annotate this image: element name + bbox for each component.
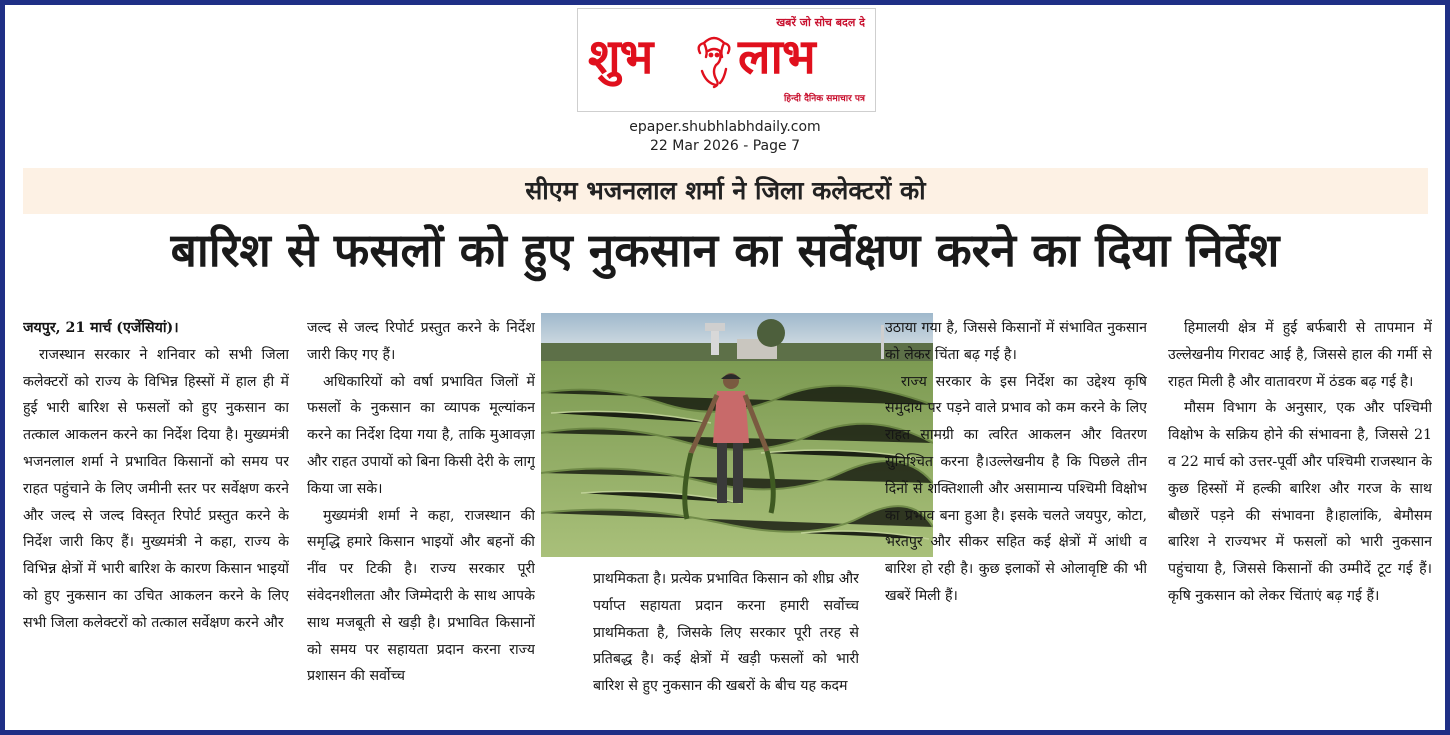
article-paragraph: मौसम विभाग के अनुसार, एक और पश्चिमी विक्षोभ के सक्रिय होने की संभावना है, जिससे 21 व 22 मार्च को उत्तर-पूर्वी और पश्चिमी राजस्थान के कुछ हिस्सों में हल्की बारिश और गरज के साथ बौछारें पड़ने की संभावना है।हालांकि, बेमौसम बारिश ने राज्यभर में फसलों को भारी नुकसान पहुंचाया है, जिससे किसानों की उम्मीदें टूट गई हैं। कृषि नुकसान को लेकर चिंताएं बढ़ गई हैं।: [1168, 400, 1432, 604]
article-column-1: [23, 315, 289, 720]
article-paragraph: राजस्थान सरकार ने शनिवार को सभी जिला कलेक्टरों को राज्य के विभिन्न हिस्सों में हाल ही में हुई भारी बारिश से फसलों को हुए नुकसान का तत्काल आकलन करने का निर्देश दिया है। मुख्यमंत्री भजनलाल शर्मा ने प्रभावित किसानों को समय पर राहत पहुंचाने के लिए जमीनी स्तर पर सर्वेक्षण करने और जल्द से जल्द विस्तृत रिपोर्ट प्रस्तुत करने के निर्देश जारी किए हैं। मुख्यमंत्री ने कहा, राज्य के विभिन्न क्षेत्रों में भारी बारिश के कारण किसान भाइयों को हुए नुकसान का उचित आकलन करने के लिए सभी जिला कलेक्टरों को तत्काल सर्वेक्षण करने और: [23, 346, 289, 631]
article-column-5: [1168, 315, 1432, 720]
article-kicker: सीएम भजनलाल शर्मा ने जिला कलेक्टरों को: [525, 176, 926, 205]
article-headline: बारिश से फसलों को हुए नुकसान का सर्वेक्षण करने का दिया निर्देश: [170, 223, 1280, 277]
article-paragraph: मुख्यमंत्री शर्मा ने कहा, राजस्थान की समृद्धि हमारे किसान भाइयों और बहनों की नींव पर टिकी है। राज्य सरकार पूरी संवेदनशीलता और जिम्मेदारी के साथ आपके साथ मजबूती से खड़ी है। प्रभावित किसानों को समय पर सहायता प्रदान करना राज्य प्रशासन की सर्वोच्च: [307, 507, 535, 685]
logo-text-right: लाभ: [738, 29, 815, 85]
masthead-logo[interactable]: [577, 8, 876, 112]
article-paragraph: हिमालयी क्षेत्र में हुई बर्फबारी से तापमान में उल्लेखनीय गिरावट आई है, जिससे हाल की गर्मी से राहत मिली है और वातावरण में ठंडक बढ़ गई है।: [1168, 320, 1432, 390]
edition-date-page: 22 Mar 2026 - Page 7: [650, 138, 800, 154]
newspaper-page: [5, 5, 1445, 730]
article-paragraph: प्राथमिकता है। प्रत्येक प्रभावित किसान को शीघ्र और पर्याप्त सहायता प्रदान करना हमारी सर्वोच्च प्राथमिकता है, जिसके लिए सरकार पूरी तरह से प्रतिबद्ध है। कई क्षेत्रों में खड़ी फसलों को भारी बारिश से हुए नुकसान की खबरों के बीच यह कदम: [593, 571, 859, 695]
article-paragraph: राज्य सरकार के इस निर्देश का उद्देश्य कृषि समुदाय पर पड़ने वाले प्रभाव को कम करने के लिए राहत सामग्री का त्वरित आकलन और वितरण सुनिश्चित करना है।उल्लेखनीय है कि पिछले तीन दिनों से शक्तिशाली और असामान्य पश्चिमी विक्षोभ का प्रभाव बना हुआ है। इसके चलते जयपुर, कोटा, भरतपुर और सीकर सहित कई क्षेत्रों में आंधी व बारिश हो रही है। कुछ इलाकों से ओलावृष्टि की भी खबरें मिली हैं।: [885, 373, 1147, 604]
logo-text-left: शुभ: [588, 29, 653, 85]
article-column-2: [307, 315, 535, 720]
kicker-band: [23, 168, 1428, 214]
ganesh-icon: [690, 31, 738, 93]
article-paragraph: अधिकारियों को वर्षा प्रभावित जिलों में फसलों के नुकसान का व्यापक मूल्यांकन करने का निर्देश दिया गया है, ताकि मुआवज़ा और राहत उपायों को बिना किसी देरी के लागू किया जा सके।: [307, 373, 535, 497]
dateline-paragraph: [23, 315, 289, 342]
article-column-4: [885, 315, 1147, 720]
article-dateline: जयपुर, 21 मार्च (एजेंसियां)।: [23, 320, 179, 336]
article-photo[interactable]: [541, 313, 933, 557]
article-paragraph: जल्द से जल्द रिपोर्ट प्रस्तुत करने के निर्देश जारी किए गए हैं।: [307, 320, 535, 363]
article-paragraph: उठाया गया है, जिससे किसानों में संभावित नुकसान को लेकर चिंता बढ़ गई है।: [885, 320, 1147, 363]
site-url[interactable]: epaper.shubhlabhdaily.com: [629, 119, 821, 135]
article-column-3: [593, 566, 859, 726]
logo-tagline: खबरें जो सोच बदल दे: [776, 16, 865, 29]
logo-subtitle: हिन्दी दैनिक समाचार पत्र: [783, 94, 865, 104]
